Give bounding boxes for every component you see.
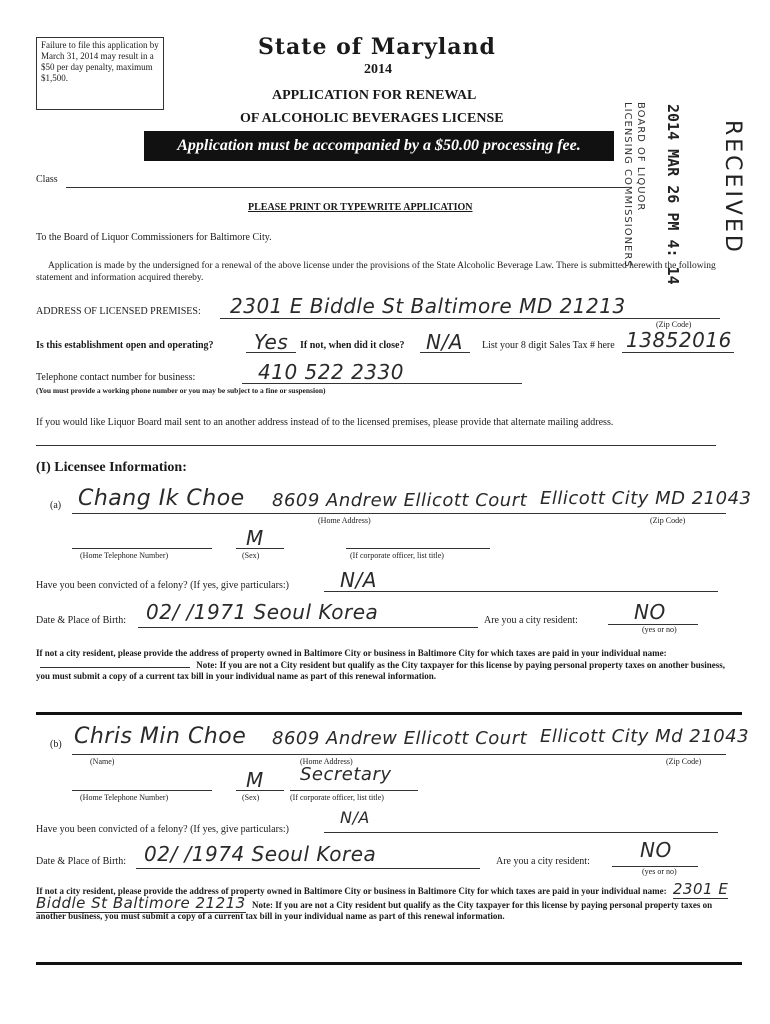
licensee-b-officer-label: (If corporate officer, list title)	[290, 793, 384, 802]
licensee-a-name[interactable]: Chang Ik Choe	[78, 486, 245, 511]
open-operating-value[interactable]: Yes	[254, 330, 289, 354]
zip-code-label: (Zip Code)	[656, 320, 692, 329]
licensee-a-resident-value[interactable]: NO	[634, 600, 666, 624]
licensee-b-note-text: Note: If you are not a City resident but qualify as the City taxpayer for this license by paying personal property taxes on another business, you must submit a copy of a current tax bill in your individual name as part of this renewal information.	[36, 899, 713, 921]
licensee-a-felony-line	[324, 591, 718, 592]
licensee-a-sex[interactable]: M	[246, 526, 264, 550]
licensee-a-home-address-label: (Home Address)	[318, 516, 371, 525]
licensee-a-sex-label: (Sex)	[242, 551, 260, 560]
board-stamp-line1: BOARD OF LIQUOR	[635, 102, 646, 212]
form-title-line1: APPLICATION FOR RENEWAL	[272, 88, 477, 103]
licensee-a-birth-value[interactable]: 02/ /1971 Seoul Korea	[146, 600, 379, 624]
received-date-stamp	[664, 104, 682, 285]
licensee-b-birth-label: Date & Place of Birth:	[36, 856, 126, 867]
licensee-a-felony-label: Have you been convicted of a felony? (If yes, give particulars:)	[36, 580, 289, 591]
sales-tax-label: List your 8 digit Sales Tax # here	[482, 340, 615, 351]
licensee-a-felony-value[interactable]: N/A	[340, 568, 377, 592]
licensee-a-marker: (a)	[50, 500, 62, 511]
licensee-b-felony-value[interactable]: N/A	[340, 808, 370, 827]
open-operating-label: Is this establishment open and operating?	[36, 340, 214, 351]
processing-fee-banner: Application must be accompanied by a $50.00 processing fee.	[144, 131, 614, 161]
licensee-a-birth-label: Date & Place of Birth:	[36, 615, 126, 626]
received-date-text: 2014 MAR 26 PM 4: 14	[664, 104, 682, 285]
licensee-b-sex-line	[236, 790, 284, 791]
address-value[interactable]: 2301 E Biddle St Baltimore MD 21213	[230, 294, 626, 318]
sales-tax-line	[622, 352, 734, 353]
licensee-b-birth-line	[136, 868, 480, 869]
state-title: State of Maryland	[258, 34, 496, 60]
form-year: 2014	[364, 62, 392, 77]
closed-date-label: If not, when did it close?	[300, 340, 405, 351]
address-line	[220, 318, 720, 319]
class-label: Class	[36, 174, 58, 185]
licensee-a-line	[72, 513, 726, 514]
licensee-a-resident-label: Are you a city resident:	[484, 615, 578, 626]
licensee-b-address[interactable]: 8609 Andrew Ellicott Court	[272, 728, 528, 749]
licensee-b-birth-value[interactable]: 02/ /1974 Seoul Korea	[144, 842, 377, 866]
filing-deadline-notice: Failure to file this application by March 31, 2014 may result in a $50 per day penalty, maximum $1,500.	[36, 37, 164, 110]
licensee-b-nonresident-text	[36, 880, 740, 923]
licensee-b-officer-line	[290, 790, 418, 791]
licensee-section-title: (I) Licensee Information:	[36, 460, 187, 475]
licensee-b-resident-label: Are you a city resident:	[496, 856, 590, 867]
licensee-b-line	[72, 754, 726, 755]
licensee-b-felony-label: Have you been convicted of a felony? (If yes, give particulars:)	[36, 824, 289, 835]
board-stamp-line2: LICENSING COMMISSIONERS	[622, 102, 633, 268]
board-stamp	[635, 102, 646, 211]
closed-line	[420, 352, 470, 353]
phone-label: Telephone contact number for business:	[36, 372, 196, 383]
licensee-b-name[interactable]: Chris Min Choe	[74, 724, 247, 749]
form-title-line2: OF ALCOHOLIC BEVERAGES LICENSE	[240, 111, 504, 126]
section-divider	[36, 712, 742, 715]
phone-line	[242, 383, 522, 384]
licensee-b-marker: (b)	[50, 739, 62, 750]
open-line	[246, 352, 296, 353]
licensee-a-sex-line	[236, 548, 284, 549]
licensee-a-nonresident-text	[36, 648, 740, 683]
sales-tax-value[interactable]: 13852016	[626, 328, 732, 352]
phone-value[interactable]: 410 522 2330	[258, 360, 404, 384]
licensee-a-note-text: Note: If you are not a City resident but qualify as the City taxpayer for this license by paying personal property taxes on another business, you must submit a copy of a current tax bill in your individual name as part of this renewal information.	[36, 659, 726, 681]
board-stamp-2	[622, 102, 633, 268]
licensee-b-felony-line	[324, 832, 718, 833]
received-stamp	[720, 120, 745, 255]
licensee-a-city-zip[interactable]: Ellicott City MD 21043	[540, 488, 752, 509]
bottom-divider	[36, 962, 742, 965]
licensee-a-officer-line	[346, 548, 490, 549]
licensee-b-nonresident-instructions: If not a city resident, please provide the address of property owned in Baltimore City or business in Baltimore City for which taxes are paid in your individual name:	[36, 886, 667, 896]
address-label: ADDRESS OF LICENSED PREMISES:	[36, 306, 201, 317]
closed-date-value[interactable]: N/A	[426, 330, 463, 354]
licensee-a-home-phone-label: (Home Telephone Number)	[80, 551, 169, 560]
licensee-a-phone-line	[72, 548, 212, 549]
licensee-b-home-phone-label: (Home Telephone Number)	[80, 793, 169, 802]
licensee-b-yes-no-label: (yes or no)	[642, 867, 677, 876]
licensee-a-officer-label: (If corporate officer, list title)	[350, 551, 444, 560]
alternate-mailing-line	[36, 445, 716, 446]
licensee-b-nonresident-value[interactable]: 2301 E Biddle St Baltimore 21213	[36, 880, 729, 912]
licensee-a-birth-line	[138, 627, 478, 628]
licensee-a-nonresident-line	[40, 667, 190, 668]
licensee-b-name-label: (Name)	[90, 757, 115, 766]
licensee-b-zip-label: (Zip Code)	[666, 757, 702, 766]
board-address-line: To the Board of Liquor Commissioners for Baltimore City.	[36, 232, 272, 243]
licensee-a-zip-label: (Zip Code)	[650, 516, 686, 525]
licensee-a-address[interactable]: 8609 Andrew Ellicott Court	[272, 490, 528, 511]
class-line	[66, 187, 626, 188]
licensee-a-nonresident-instructions: If not a city resident, please provide the address of property owned in Baltimore City or business in Baltimore City for which taxes are paid in your individual name:	[36, 648, 667, 658]
licensee-b-resident-value[interactable]: NO	[640, 838, 672, 862]
application-statement: Application is made by the undersigned for a renewal of the above license under the provisions of the State Alcoholic Beverage Law. There is submitted herewith the following statement and information acquired thereby.	[36, 261, 716, 283]
licensee-a-yes-no-label: (yes or no)	[642, 625, 677, 634]
licensee-b-home-address-label: (Home Address)	[300, 757, 353, 766]
received-stamp-text: RECEIVED	[720, 120, 745, 255]
print-instruction: PLEASE PRINT OR TYPEWRITE APPLICATION	[248, 202, 473, 213]
licensee-b-city-zip[interactable]: Ellicott City Md 21043	[540, 726, 750, 747]
licensee-b-sex-label: (Sex)	[242, 793, 260, 802]
licensee-b-phone-line	[72, 790, 212, 791]
alternate-mailing-text: If you would like Liquor Board mail sent to an another address instead of to the licensed premises, please provide that alternate mailing address.	[36, 417, 614, 428]
phone-note: (You must provide a working phone number or you may be subject to a fine or suspension)	[36, 386, 326, 395]
licensee-b-officer-title[interactable]: Secretary	[300, 764, 392, 785]
licensee-b-sex[interactable]: M	[246, 768, 264, 792]
